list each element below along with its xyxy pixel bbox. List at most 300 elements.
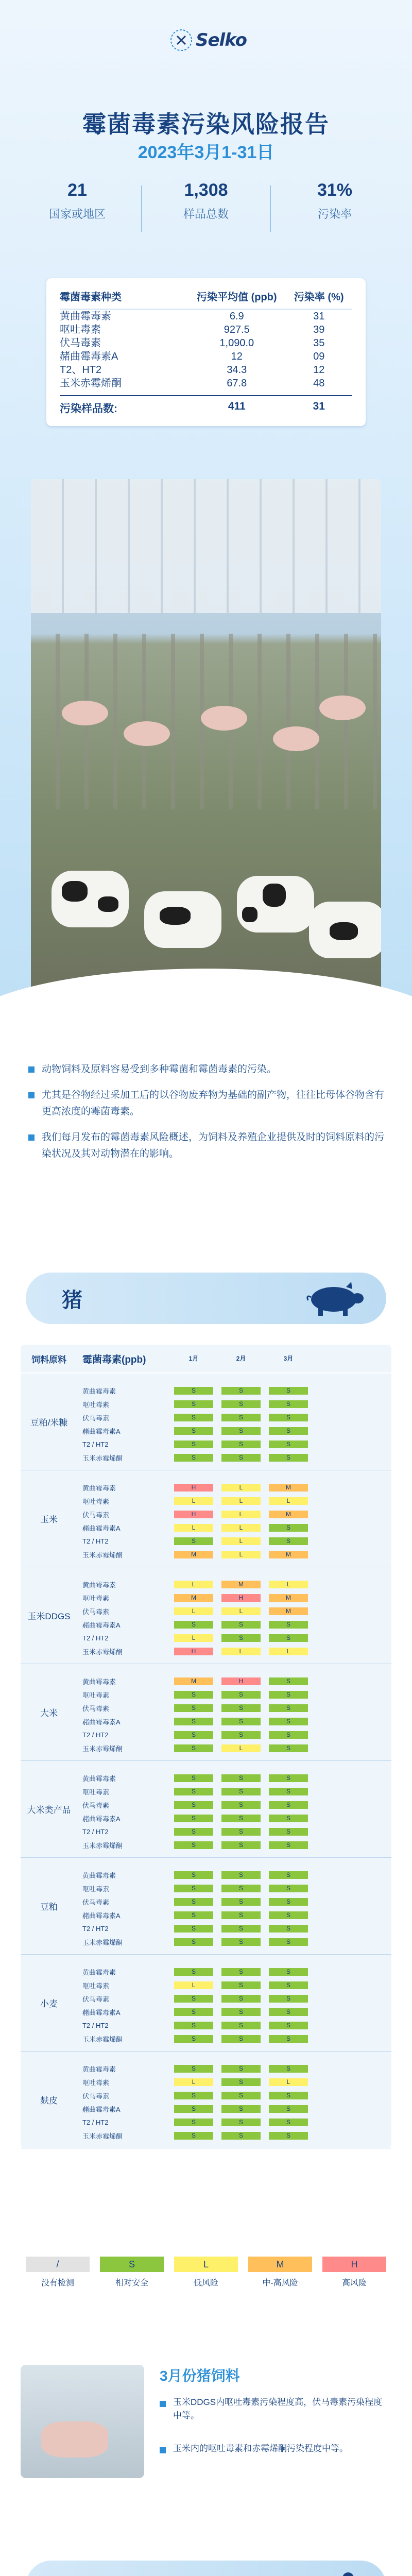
risk-level-cell: S	[269, 2035, 308, 2043]
risk-level-cell: S	[221, 1414, 261, 1421]
risk-level-cell: S	[269, 1524, 308, 1532]
risk-level-cell: L	[174, 1634, 213, 1642]
legend-item	[21, 2257, 95, 2288]
barn-roof	[31, 479, 381, 613]
toxin-label: 玉米赤霉烯酮	[82, 1744, 123, 1753]
legend-label: 低风险	[193, 2279, 218, 2287]
toxin-label: T2 / HT2	[82, 2118, 109, 2126]
risk-level-cell: S	[269, 2092, 308, 2099]
material-group	[21, 1664, 391, 1761]
material-label: 小麦	[40, 1999, 58, 2009]
stat-divider	[141, 185, 142, 232]
risk-level-cell: S	[269, 1801, 308, 1809]
risk-level-cell: S	[269, 1774, 308, 1782]
pig-figure	[62, 701, 108, 725]
risk-level-cell: L	[269, 1648, 308, 1655]
bullet-square-icon	[28, 1134, 35, 1141]
legend-item	[243, 2257, 317, 2288]
toxin-label: 玉米赤霉烯酮	[82, 2035, 123, 2043]
risk-level-cell: S	[174, 2119, 213, 2126]
risk-level-cell: S	[269, 1841, 308, 1849]
summary-cell: 1,090.0	[219, 337, 254, 349]
summary-row	[60, 363, 352, 377]
toxin-row	[77, 2115, 391, 2129]
toxin-label: 呕吐毒素	[82, 1691, 110, 1699]
risk-level-cell: H	[174, 1511, 213, 1518]
toxin-row	[77, 1922, 391, 1935]
toxin-row	[77, 1935, 391, 1948]
toxin-label: 赭曲霉毒素A	[82, 1718, 121, 1726]
risk-level-cell: M	[221, 1581, 261, 1588]
risk-level-cell: S	[221, 2105, 261, 2113]
toxin-label: 伏马毒素	[82, 1414, 110, 1422]
header-month: 3月	[283, 1354, 294, 1362]
summary-cell: 玉米赤霉烯酮	[60, 378, 122, 389]
risk-level-cell: H	[174, 1648, 213, 1655]
risk-level-cell: S	[174, 1537, 213, 1545]
pig-section-title: 猪	[62, 1289, 82, 1312]
toxin-label: 赭曲霉毒素A	[82, 1911, 121, 1920]
risk-level-cell: S	[174, 1801, 213, 1809]
risk-level-cell: S	[221, 1440, 261, 1448]
selko-logo	[170, 29, 247, 52]
toxin-label: 呕吐毒素	[82, 1788, 110, 1796]
risk-level-cell: S	[269, 2132, 308, 2140]
risk-level-cell: S	[174, 1731, 213, 1739]
risk-level-cell: L	[221, 1484, 261, 1492]
summary-total-value: 411	[228, 400, 246, 412]
toxin-row	[77, 1992, 391, 2005]
risk-level-cell: S	[221, 1788, 261, 1795]
poultry-section-title	[62, 2572, 82, 2576]
risk-level-cell: S	[174, 1968, 213, 1976]
bullet-square-icon	[160, 2447, 166, 2453]
material-label: 麸皮	[40, 2096, 58, 2106]
summary-cell: 34.3	[227, 364, 247, 376]
risk-level-cell: S	[221, 2092, 261, 2099]
summary-cell: 12	[231, 351, 243, 362]
toxin-row	[77, 1397, 391, 1411]
summary-header	[60, 289, 352, 310]
risk-level-cell: M	[174, 1677, 213, 1685]
risk-level-cell: S	[221, 1911, 261, 1919]
toxin-label: 玉米赤霉烯酮	[82, 1938, 123, 1946]
toxin-row	[77, 1507, 391, 1521]
risk-level-cell: S	[221, 1621, 261, 1629]
risk-level-cell: S	[174, 1774, 213, 1782]
legend-swatch: M	[248, 2257, 312, 2272]
toxin-label: 伏马毒素	[82, 1898, 110, 1906]
toxin-label: 玉米赤霉烯酮	[82, 1551, 123, 1559]
risk-level-cell: S	[174, 1925, 213, 1933]
risk-level-cell: S	[269, 2022, 308, 2029]
risk-level-cell: S	[269, 1718, 308, 1725]
stat-countries	[26, 180, 129, 247]
risk-level-cell: S	[221, 2119, 261, 2126]
risk-level-cell: S	[174, 1841, 213, 1849]
summary-total	[60, 395, 352, 416]
legend-item	[169, 2257, 243, 2288]
pig-table-header	[21, 1345, 391, 1374]
toxin-row	[77, 1868, 391, 1882]
risk-level-cell: S	[174, 1885, 213, 1892]
toxin-row	[77, 1825, 391, 1838]
toxin-row	[77, 1741, 391, 1755]
toxin-row	[77, 1785, 391, 1798]
toxin-row	[77, 1384, 391, 1397]
stat-value: 1,308	[184, 180, 228, 200]
summary-header-cell: 霉菌毒素种类	[60, 292, 122, 303]
toxin-row	[77, 1631, 391, 1645]
risk-level-cell: S	[269, 1440, 308, 1448]
material-label: 豆粕/米糠	[30, 1418, 68, 1428]
summary-cell: 48	[313, 378, 325, 389]
risk-level-cell: L	[174, 1581, 213, 1588]
summary-cell: 67.8	[227, 378, 247, 389]
intro-text: 我们每月发布的霉菌毒素风险概述，为饲料及养殖企业提供及时的饲料原料的污染状况及其对动物潜在的影响。	[42, 1132, 385, 1159]
risk-level-cell: L	[269, 1581, 308, 1588]
pig-figure	[201, 706, 247, 731]
toxin-label: 赭曲霉毒素A	[82, 1815, 121, 1823]
outlook-text: 玉米DDGS内呕吐毒素污染程度高，伏马毒素污染程度中等。	[173, 2397, 383, 2420]
risk-level-cell: S	[269, 2008, 308, 2016]
risk-level-cell: L	[174, 1981, 213, 1989]
stat-label: 样品总数	[183, 208, 229, 221]
risk-level-cell: S	[221, 1454, 261, 1462]
toxin-row	[77, 1838, 391, 1852]
toxin-label: 呕吐毒素	[82, 2078, 110, 2087]
legend-label: 中-高风险	[262, 2279, 298, 2287]
risk-level-cell: S	[221, 2008, 261, 2016]
risk-level-cell: S	[221, 2078, 261, 2086]
toxin-row	[77, 1701, 391, 1715]
toxin-row	[77, 1798, 391, 1811]
summary-cell: 伏马毒素	[60, 337, 101, 349]
toxin-row	[77, 1811, 391, 1825]
risk-level-cell: S	[174, 1387, 213, 1395]
summary-row	[60, 323, 352, 336]
legend-item	[95, 2257, 169, 2288]
risk-level-cell: S	[269, 1691, 308, 1699]
toxin-label: 黄曲霉毒素	[82, 1484, 116, 1492]
risk-level-cell: S	[174, 1744, 213, 1752]
risk-level-cell: S	[269, 2119, 308, 2126]
summary-header-cell: 污染平均值 (ppb)	[197, 292, 277, 303]
selko-logo-icon	[170, 29, 193, 52]
legend-label: 相对安全	[115, 2279, 148, 2287]
risk-level-cell: S	[221, 1828, 261, 1836]
risk-level-cell: S	[174, 1898, 213, 1906]
header-toxin: 霉菌毒素(ppb)	[82, 1354, 146, 1365]
bullet-square-icon	[28, 1066, 35, 1073]
risk-level-cell: S	[269, 1731, 308, 1739]
toxin-row	[77, 1895, 391, 1908]
toxin-label: 呕吐毒素	[82, 1885, 110, 1893]
material-group	[21, 1858, 391, 1955]
pig-outlook-item	[160, 2396, 386, 2422]
risk-level-cell: S	[221, 1387, 261, 1395]
legend-swatch: /	[26, 2257, 90, 2272]
risk-level-cell: S	[269, 1704, 308, 1712]
toxin-label: T2 / HT2	[82, 1634, 109, 1642]
risk-level-cell: S	[221, 1871, 261, 1879]
stat-divider	[270, 185, 271, 232]
risk-level-cell: M	[269, 1511, 308, 1518]
risk-level-cell: S	[221, 1981, 261, 1989]
toxin-label: 伏马毒素	[82, 1801, 110, 1809]
toxin-label: 伏马毒素	[82, 1607, 110, 1616]
summary-row	[60, 350, 352, 363]
header-material: 饲料原料	[31, 1354, 66, 1365]
summary-cell: 呕吐毒素	[60, 324, 101, 335]
cow-figure	[237, 876, 314, 933]
summary-row	[60, 310, 352, 323]
toxin-row	[77, 1618, 391, 1631]
risk-level-cell: S	[221, 1704, 261, 1712]
toxin-row	[77, 1494, 391, 1507]
summary-cell: 12	[313, 364, 325, 376]
risk-level-cell: S	[269, 1898, 308, 1906]
summary-cell: 赭曲霉毒素A	[60, 351, 118, 362]
risk-level-cell: S	[221, 1968, 261, 1976]
risk-level-cell: S	[174, 1788, 213, 1795]
risk-level-cell: S	[174, 1828, 213, 1836]
pig-figure	[41, 2421, 108, 2458]
risk-level-cell: L	[221, 1511, 261, 1518]
pig-legend	[21, 2257, 391, 2288]
summary-rows	[60, 310, 352, 390]
risk-level-cell: M	[174, 1594, 213, 1602]
risk-level-cell: S	[174, 1400, 213, 1408]
summary-table	[46, 278, 366, 426]
risk-level-cell: L	[221, 1497, 261, 1505]
risk-level-cell: L	[174, 1497, 213, 1505]
risk-level-cell: S	[269, 1788, 308, 1795]
toxin-label: 玉米赤霉烯酮	[82, 1841, 123, 1850]
risk-level-cell: L	[221, 1551, 261, 1558]
summary-row	[60, 377, 352, 390]
risk-level-cell: L	[221, 1537, 261, 1545]
stat-samples	[154, 180, 258, 247]
summary-total-label: 污染样品数:	[60, 403, 117, 415]
pig-figure	[319, 696, 366, 720]
risk-level-cell: S	[221, 1634, 261, 1642]
header-month: 1月	[188, 1354, 199, 1362]
risk-level-cell: S	[221, 1815, 261, 1822]
toxin-row	[77, 2089, 391, 2102]
risk-level-cell: H	[221, 1594, 261, 1602]
material-label: 玉米DDGS	[27, 1612, 71, 1621]
risk-level-cell: S	[174, 1911, 213, 1919]
farm-photo	[31, 479, 381, 1010]
risk-level-cell: L	[174, 1524, 213, 1532]
toxin-label: 赭曲霉毒素A	[82, 1427, 121, 1435]
risk-level-cell: S	[174, 1718, 213, 1725]
intro-list	[28, 1061, 389, 1172]
material-group	[21, 1761, 391, 1858]
toxin-label: 玉米赤霉烯酮	[82, 1648, 123, 1656]
toxin-row	[77, 1965, 391, 1978]
toxin-label: 黄曲霉毒素	[82, 1581, 116, 1589]
risk-level-cell: S	[269, 1968, 308, 1976]
toxin-label: 赭曲霉毒素A	[82, 2008, 121, 2016]
material-group	[21, 2052, 391, 2148]
material-group	[21, 1567, 391, 1664]
risk-level-cell: S	[269, 1871, 308, 1879]
toxin-row	[77, 1521, 391, 1534]
material-label: 豆粕	[40, 1902, 58, 1912]
outlook-text: 玉米内的呕吐毒素和赤霉烯酮污染程度中等。	[173, 2444, 348, 2453]
risk-level-cell: S	[174, 1815, 213, 1822]
risk-level-cell: S	[174, 2092, 213, 2099]
risk-level-cell: S	[221, 2132, 261, 2140]
toxin-label: 黄曲霉毒素	[82, 1387, 116, 1395]
material-label: 大米类产品	[27, 1805, 71, 1815]
risk-level-cell: S	[269, 1828, 308, 1836]
stat-contamination	[283, 180, 386, 247]
toxin-row	[77, 1437, 391, 1451]
intro-item	[28, 1129, 389, 1162]
toxin-label: 赭曲霉毒素A	[82, 1524, 121, 1532]
risk-level-cell: S	[174, 2065, 213, 2073]
legend-label: 没有检测	[41, 2279, 74, 2287]
piglet-photo	[21, 2365, 144, 2478]
toxin-label: T2 / HT2	[82, 1924, 109, 1933]
risk-level-cell: S	[269, 2065, 308, 2073]
risk-level-cell: L	[269, 1497, 308, 1505]
summary-row	[60, 336, 352, 350]
material-group	[21, 1470, 391, 1567]
toxin-label: 黄曲霉毒素	[82, 1968, 116, 1976]
toxin-row	[77, 2019, 391, 2032]
risk-level-cell: M	[269, 1484, 308, 1492]
risk-level-cell: S	[269, 1938, 308, 1946]
summary-cell: 35	[313, 337, 325, 349]
intro-text: 尤其是谷物经过采加工后的以谷物废弃物为基础的副产物，往往比母体谷物含有更高浓度的霉菌毒素。	[42, 1090, 385, 1117]
risk-level-cell: S	[221, 1774, 261, 1782]
report-header	[0, 0, 412, 1010]
risk-level-cell: M	[269, 1594, 308, 1602]
risk-level-cell: S	[269, 1537, 308, 1545]
toxin-row	[77, 2005, 391, 2019]
cow-figure	[52, 871, 129, 927]
legend-swatch: H	[322, 2257, 386, 2272]
toxin-row	[77, 1411, 391, 1424]
risk-level-cell: S	[221, 1691, 261, 1699]
pig-outlook	[21, 2360, 391, 2488]
summary-header-cell: 污染率 (%)	[294, 292, 344, 303]
toxin-label: 伏马毒素	[82, 2092, 110, 2100]
toxin-row	[77, 1534, 391, 1548]
cow-figure	[309, 902, 381, 958]
toxin-row	[77, 2129, 391, 2142]
legend-label: 高风险	[341, 2279, 367, 2287]
risk-level-cell: S	[269, 1995, 308, 2003]
brand-name: Selko	[196, 30, 247, 50]
summary-cell: 31	[313, 311, 325, 322]
material-group	[21, 1374, 391, 1470]
intro-item	[28, 1087, 389, 1120]
toxin-row	[77, 1451, 391, 1464]
risk-level-cell: S	[174, 1938, 213, 1946]
toxin-row	[77, 1908, 391, 1922]
toxin-row	[77, 1578, 391, 1591]
risk-level-cell: S	[269, 1981, 308, 1989]
toxin-label: T2 / HT2	[82, 2021, 109, 2029]
risk-level-cell: M	[269, 1551, 308, 1558]
toxin-row	[77, 2102, 391, 2115]
risk-level-cell: L	[221, 1648, 261, 1655]
risk-level-cell: M	[174, 1551, 213, 1558]
legend-swatch: L	[174, 2257, 238, 2272]
risk-level-cell: S	[269, 2105, 308, 2113]
risk-level-cell: S	[174, 1871, 213, 1879]
risk-level-cell: S	[269, 1744, 308, 1752]
risk-level-cell: S	[269, 1885, 308, 1892]
risk-level-cell: S	[221, 2022, 261, 2029]
toxin-label: 玉米赤霉烯酮	[82, 2132, 123, 2140]
risk-level-cell: S	[174, 1621, 213, 1629]
toxin-row	[77, 1604, 391, 1618]
toxin-row	[77, 1645, 391, 1658]
risk-level-cell: L	[221, 1607, 261, 1615]
pig-icon	[304, 1280, 366, 1317]
legend-swatch: S	[100, 2257, 164, 2272]
risk-level-cell: S	[174, 1704, 213, 1712]
report-title: 霉菌毒素污染风险报告	[82, 111, 330, 138]
risk-level-cell: S	[221, 2035, 261, 2043]
risk-level-cell: H	[174, 1484, 213, 1492]
risk-level-cell: S	[221, 1841, 261, 1849]
legend-item	[317, 2257, 391, 2288]
bullet-square-icon	[28, 1092, 35, 1098]
risk-level-cell: S	[174, 1440, 213, 1448]
toxin-label: T2 / HT2	[82, 1827, 109, 1836]
risk-level-cell: S	[221, 1938, 261, 1946]
risk-level-cell: S	[174, 1995, 213, 2003]
intro-text: 动物饲料及原料容易受到多种霉菌和霉菌毒素的污染。	[42, 1064, 277, 1075]
risk-level-cell: L	[174, 1607, 213, 1615]
risk-level-cell: S	[269, 1387, 308, 1395]
risk-level-cell: S	[221, 1731, 261, 1739]
stat-label: 污染率	[317, 208, 352, 221]
pig-figure	[124, 721, 170, 746]
risk-level-cell: S	[269, 1925, 308, 1933]
toxin-row	[77, 1978, 391, 1992]
risk-level-cell: S	[174, 1414, 213, 1421]
risk-level-cell: H	[221, 1677, 261, 1685]
bullet-square-icon	[160, 2401, 166, 2407]
toxin-row	[77, 1688, 391, 1701]
summary-cell: T2、HT2	[60, 364, 102, 376]
risk-level-cell: S	[221, 1925, 261, 1933]
toxin-label: 呕吐毒素	[82, 1497, 110, 1505]
risk-level-cell: S	[269, 1454, 308, 1462]
risk-level-cell: L	[221, 1524, 261, 1532]
material-group	[21, 1955, 391, 2052]
risk-level-cell: S	[221, 1801, 261, 1809]
risk-level-cell: S	[174, 2008, 213, 2016]
risk-level-cell: S	[174, 2035, 213, 2043]
summary-cell: 927.5	[224, 324, 250, 335]
risk-level-cell: L	[174, 2078, 213, 2086]
risk-level-cell: S	[221, 1885, 261, 1892]
material-label: 玉米	[40, 1515, 58, 1524]
toxin-label: 呕吐毒素	[82, 1981, 110, 1990]
poultry-section-banner	[26, 2561, 386, 2576]
pig-table-body	[21, 1374, 391, 2148]
material-label: 大米	[40, 1708, 58, 1718]
